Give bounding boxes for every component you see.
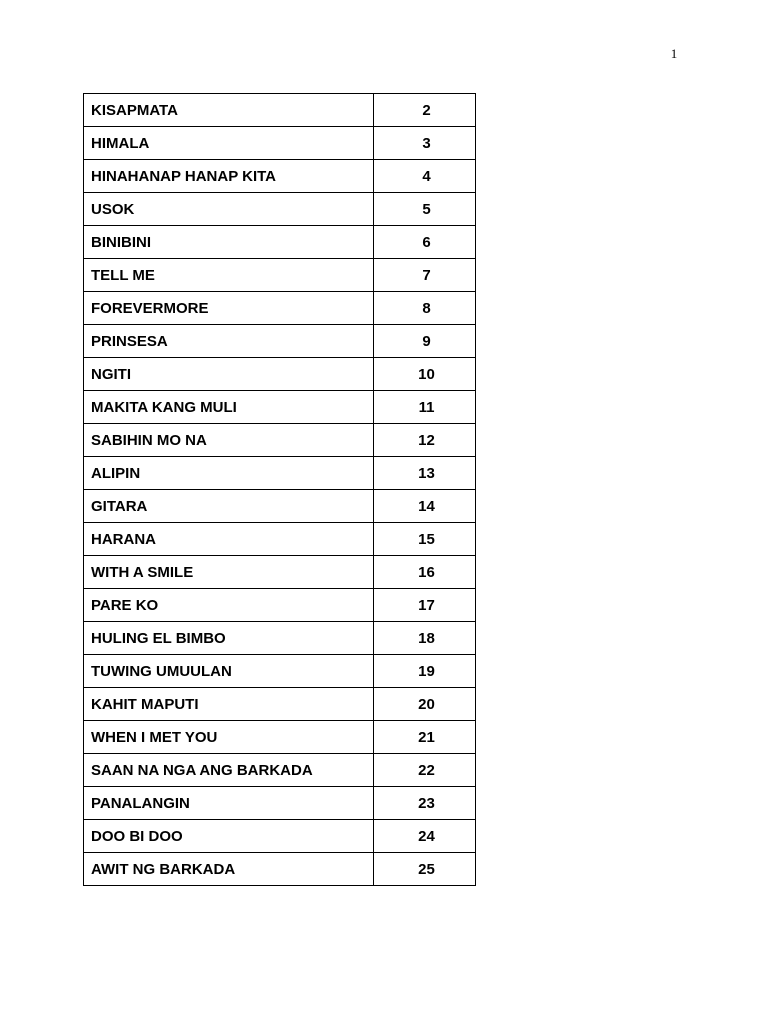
table-row bbox=[84, 424, 476, 457]
table-row bbox=[84, 127, 476, 160]
table-row bbox=[84, 259, 476, 292]
table-row bbox=[84, 820, 476, 853]
table-row bbox=[84, 226, 476, 259]
song-title-cell: HIMALA bbox=[84, 127, 374, 160]
page-number: 1 bbox=[670, 46, 678, 61]
song-page-cell: 22 bbox=[374, 754, 476, 787]
song-index-rows bbox=[84, 94, 476, 886]
song-title-cell: BINIBINI bbox=[84, 226, 374, 259]
song-title-cell: KAHIT MAPUTI bbox=[84, 688, 374, 721]
song-page-cell: 10 bbox=[374, 358, 476, 391]
song-title-cell: SAAN NA NGA ANG BARKADA bbox=[84, 754, 374, 787]
table-row bbox=[84, 655, 476, 688]
song-title-cell: FOREVERMORE bbox=[84, 292, 374, 325]
song-page-cell: 16 bbox=[374, 556, 476, 589]
song-page-cell: 14 bbox=[374, 490, 476, 523]
song-title-cell: GITARA bbox=[84, 490, 374, 523]
table-row bbox=[84, 589, 476, 622]
table-row bbox=[84, 721, 476, 754]
song-title-cell: PRINSESA bbox=[84, 325, 374, 358]
table-row bbox=[84, 622, 476, 655]
song-page-cell: 6 bbox=[374, 226, 476, 259]
table-row bbox=[84, 853, 476, 886]
song-page-cell: 2 bbox=[374, 94, 476, 127]
song-page-cell: 21 bbox=[374, 721, 476, 754]
table-row bbox=[84, 391, 476, 424]
song-title-cell: PARE KO bbox=[84, 589, 374, 622]
song-title-cell: MAKITA KANG MULI bbox=[84, 391, 374, 424]
song-page-cell: 5 bbox=[374, 193, 476, 226]
song-page-cell: 25 bbox=[374, 853, 476, 886]
table-row bbox=[84, 688, 476, 721]
table-row bbox=[84, 325, 476, 358]
song-title-cell: KISAPMATA bbox=[84, 94, 374, 127]
song-page-cell: 4 bbox=[374, 160, 476, 193]
song-page-cell: 8 bbox=[374, 292, 476, 325]
song-title-cell: TELL ME bbox=[84, 259, 374, 292]
song-title-cell: PANALANGIN bbox=[84, 787, 374, 820]
song-title-cell: NGITI bbox=[84, 358, 374, 391]
song-page-cell: 11 bbox=[374, 391, 476, 424]
song-title-cell: ALIPIN bbox=[84, 457, 374, 490]
song-index-table bbox=[83, 93, 476, 886]
song-page-cell: 17 bbox=[374, 589, 476, 622]
song-page-cell: 12 bbox=[374, 424, 476, 457]
song-title-cell: TUWING UMUULAN bbox=[84, 655, 374, 688]
song-title-cell: HULING EL BIMBO bbox=[84, 622, 374, 655]
table-row bbox=[84, 193, 476, 226]
table-row bbox=[84, 160, 476, 193]
song-title-cell: USOK bbox=[84, 193, 374, 226]
song-page-cell: 20 bbox=[374, 688, 476, 721]
song-title-cell: AWIT NG BARKADA bbox=[84, 853, 374, 886]
song-title-cell: DOO BI DOO bbox=[84, 820, 374, 853]
table-row bbox=[84, 787, 476, 820]
song-page-cell: 9 bbox=[374, 325, 476, 358]
table-row bbox=[84, 754, 476, 787]
song-title-cell: HINAHANAP HANAP KITA bbox=[84, 160, 374, 193]
table-row bbox=[84, 556, 476, 589]
song-page-cell: 7 bbox=[374, 259, 476, 292]
song-page-cell: 24 bbox=[374, 820, 476, 853]
table-row bbox=[84, 358, 476, 391]
song-title-cell: HARANA bbox=[84, 523, 374, 556]
song-page-cell: 23 bbox=[374, 787, 476, 820]
song-page-cell: 13 bbox=[374, 457, 476, 490]
table-row bbox=[84, 292, 476, 325]
song-page-cell: 3 bbox=[374, 127, 476, 160]
song-page-cell: 18 bbox=[374, 622, 476, 655]
table-row bbox=[84, 457, 476, 490]
table-row bbox=[84, 523, 476, 556]
table-row bbox=[84, 94, 476, 127]
song-title-cell: WHEN I MET YOU bbox=[84, 721, 374, 754]
song-page-cell: 19 bbox=[374, 655, 476, 688]
song-title-cell: SABIHIN MO NA bbox=[84, 424, 374, 457]
table-row bbox=[84, 490, 476, 523]
song-page-cell: 15 bbox=[374, 523, 476, 556]
song-title-cell: WITH A SMILE bbox=[84, 556, 374, 589]
